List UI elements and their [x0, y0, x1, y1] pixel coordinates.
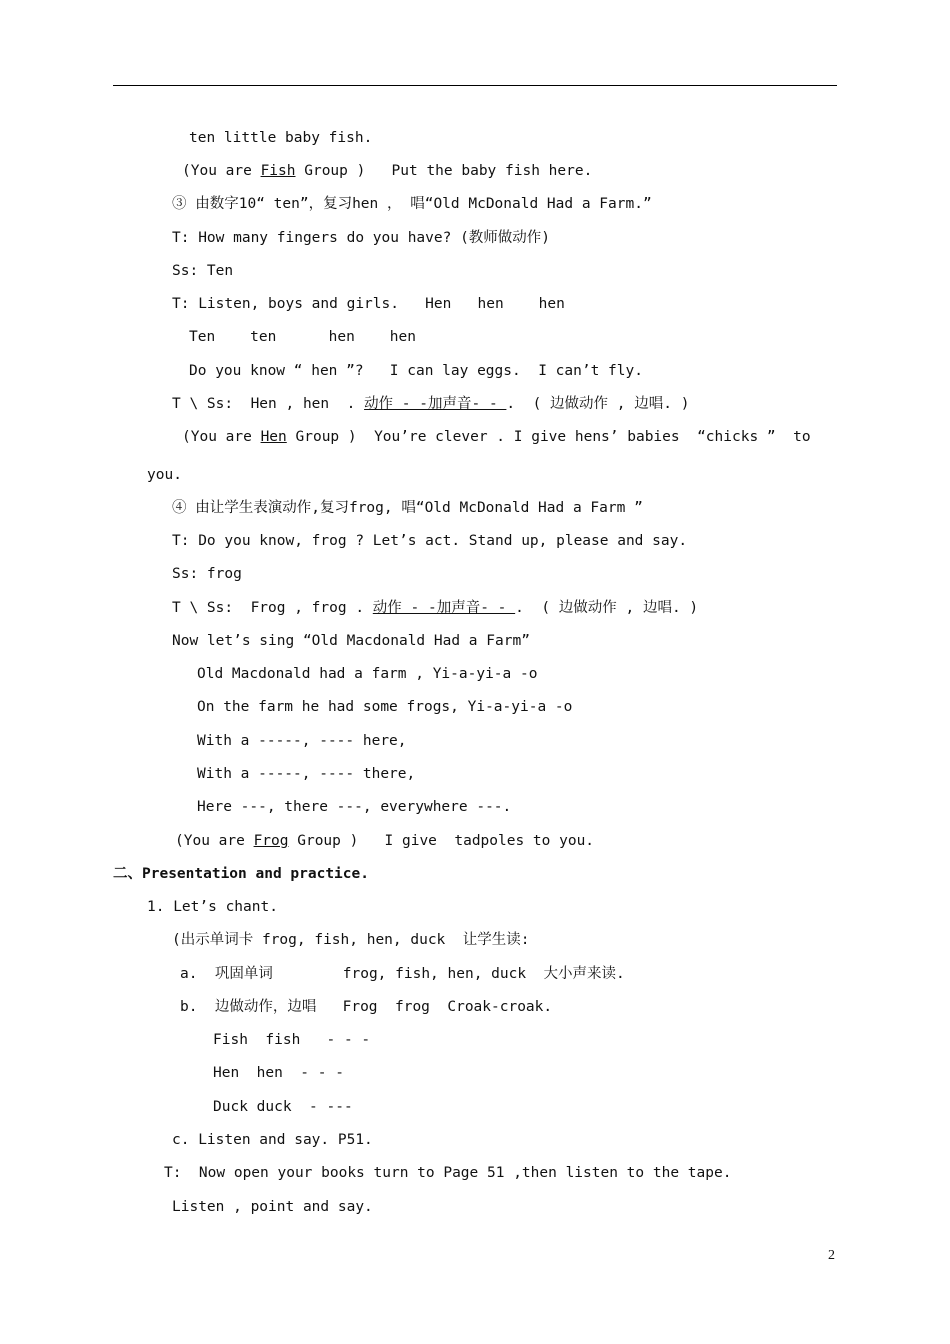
underlined-answer: 动作 - -加声音- - — [364, 396, 507, 412]
text-segment: Listen , point and say. — [172, 1199, 373, 1215]
text-segment: ③ 由数字10“ ten”，复习hen ， 唱“Old McDonald Had a Farm.” — [172, 196, 652, 212]
text-line — [172, 565, 242, 583]
text-line — [180, 998, 552, 1016]
text-line — [147, 466, 182, 484]
text-segment: Duck duck - --- — [213, 1099, 353, 1115]
text-line — [189, 362, 643, 380]
text-line — [189, 129, 372, 147]
text-segment: ④ 由让学生表演动作,复习frog, 唱“Old McDonald Had a Farm ” — [172, 500, 643, 516]
text-segment: . ( 边做动作 , 边唱. ) — [515, 600, 699, 616]
text-segment: ten little baby fish. — [189, 130, 373, 146]
text-segment: 二、Presentation and practice. — [113, 866, 369, 882]
text-segment: (You are — [175, 833, 254, 849]
text-line — [182, 428, 811, 446]
text-line — [172, 931, 529, 949]
text-line — [197, 698, 572, 716]
text-segment: b. 边做动作，边唱 Frog frog Croak-croak. — [180, 999, 553, 1015]
text-segment: Group ) Put the baby fish here. — [295, 163, 593, 179]
text-segment: Group ) I give tadpoles to you. — [288, 833, 595, 849]
text-segment: T: Do you know, frog ? Let’s act. Stand up, please and say. — [172, 533, 688, 549]
text-line — [172, 499, 643, 517]
text-line — [147, 898, 278, 916]
text-segment: With a -----, ---- here, — [197, 733, 407, 749]
text-segment: Hen hen - - - — [213, 1065, 344, 1081]
text-line — [197, 665, 537, 683]
text-segment: On the farm he had some frogs, Yi-a-yi-a -o — [197, 699, 573, 715]
text-line — [172, 229, 550, 247]
text-segment: Fish fish - - - — [213, 1032, 371, 1048]
text-line — [197, 732, 407, 750]
text-line — [172, 632, 530, 650]
text-segment: c. Listen and say. P51. — [172, 1132, 373, 1148]
text-segment: a. 巩固单词 frog, fish, hen, duck 大小声来读. — [180, 966, 625, 982]
text-line — [182, 162, 592, 180]
text-line — [213, 1098, 353, 1116]
text-segment: (You are — [182, 429, 261, 445]
text-segment: Now let’s sing “Old Macdonald Had a Farm” — [172, 633, 530, 649]
text-line — [197, 798, 511, 816]
text-segment: T \ Ss: Frog , frog . — [172, 600, 373, 616]
text-line — [172, 295, 565, 313]
page-number: 2 — [828, 1248, 835, 1263]
text-line — [172, 532, 687, 550]
text-line — [213, 1064, 344, 1082]
text-line — [164, 1164, 731, 1182]
section-heading — [113, 865, 369, 883]
text-segment: Group ) You’re clever . I give hens’ babies “chicks ” to — [286, 429, 811, 445]
text-segment: Ss: frog — [172, 566, 242, 582]
text-segment: you. — [147, 467, 182, 483]
text-line — [172, 262, 233, 280]
text-line — [172, 599, 698, 617]
underlined-answer: 动作 - -加声音- - — [372, 600, 516, 616]
text-segment: T: Now open your books turn to Page 51 ,then listen to the tape. — [164, 1165, 732, 1181]
text-segment: Ten ten hen hen — [189, 329, 416, 345]
text-segment: . ( 边做动作 , 边唱. ) — [506, 396, 690, 412]
underlined-answer: Fish — [260, 163, 296, 179]
text-segment: Old Macdonald had a farm , Yi-a-yi-a -o — [197, 666, 538, 682]
text-line — [172, 395, 689, 413]
header-rule — [113, 85, 837, 86]
text-segment: (You are — [182, 163, 261, 179]
text-line — [172, 195, 652, 213]
text-segment: Here ---, there ---, everywhere ---. — [197, 799, 512, 815]
text-line — [189, 328, 416, 346]
text-segment: (出示单词卡 frog, fish, hen, duck 让学生读: — [172, 932, 530, 948]
text-line — [213, 1031, 370, 1049]
underlined-answer: Frog — [253, 833, 289, 849]
text-line — [180, 965, 625, 983]
text-segment: Ss: Ten — [172, 263, 234, 279]
text-line — [172, 1198, 373, 1216]
underlined-answer: Hen — [260, 429, 287, 445]
text-segment: With a -----, ---- there, — [197, 766, 416, 782]
text-segment: Do you know “ hen ”? I can lay eggs. I can’t fly. — [189, 363, 643, 379]
text-segment: 1. Let’s chant. — [147, 899, 278, 915]
text-segment: T \ Ss: Hen , hen . — [172, 396, 365, 412]
text-line — [175, 832, 594, 850]
text-line — [172, 1131, 373, 1149]
text-segment: T: How many fingers do you have? (教师做动作) — [172, 230, 551, 246]
text-line — [197, 765, 415, 783]
text-segment: T: Listen, boys and girls. Hen hen hen — [172, 296, 565, 312]
